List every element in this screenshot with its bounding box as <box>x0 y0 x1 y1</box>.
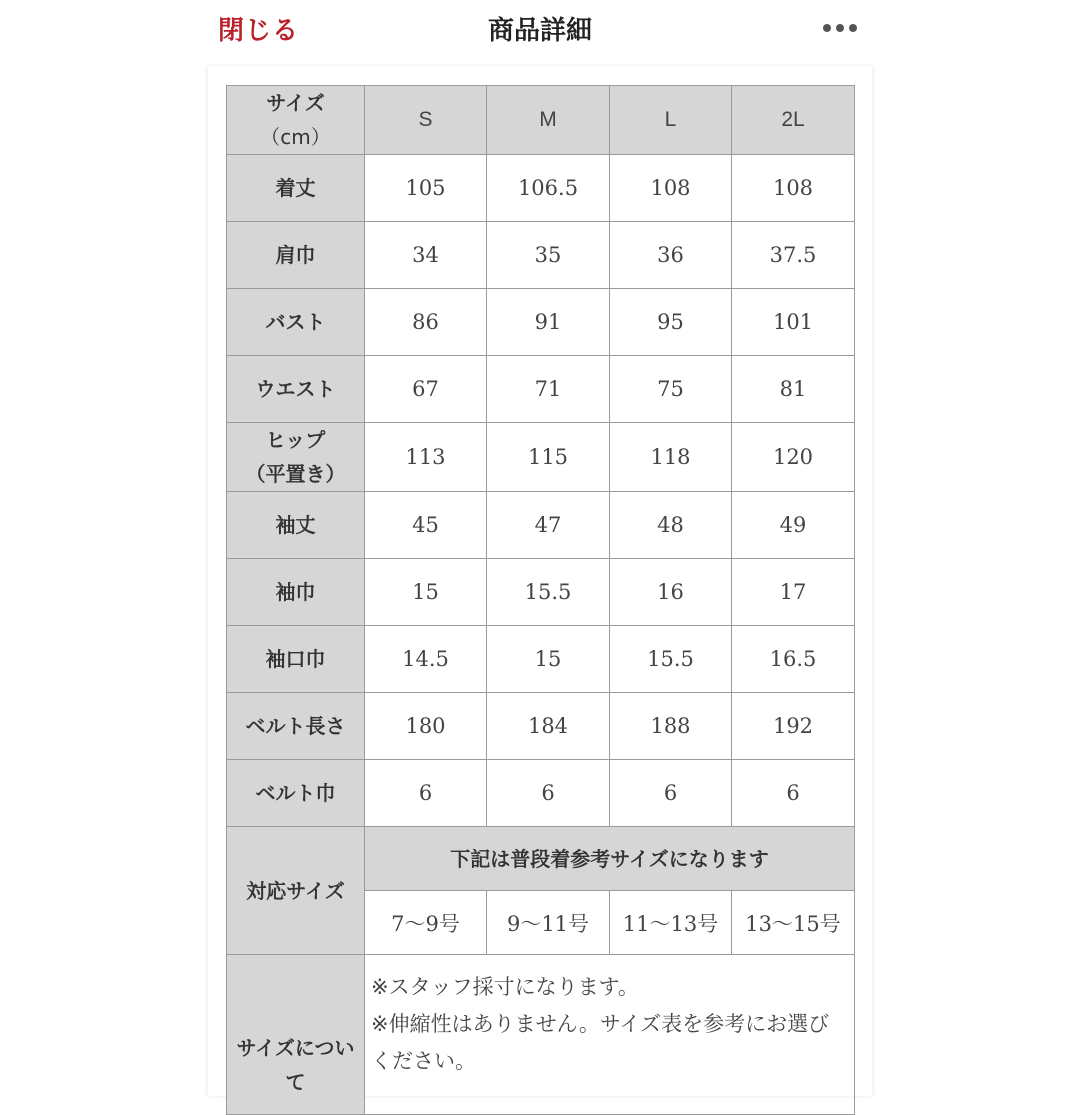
cell-value: 75 <box>610 356 732 423</box>
size-l-header: L <box>610 86 732 155</box>
cell-value: 6 <box>732 760 855 827</box>
table-row <box>227 155 855 222</box>
cell-value: 16.5 <box>732 626 855 693</box>
cell-value: 49 <box>732 492 855 559</box>
cell-value: 34 <box>365 222 487 289</box>
row-label: 袖丈 <box>227 492 365 559</box>
cell-value: 108 <box>610 155 732 222</box>
note-line: ※スタッフ採寸になります。 <box>371 975 639 999</box>
cell-value: 108 <box>732 155 855 222</box>
cell-value: 6 <box>487 760 610 827</box>
cell-value: 47 <box>487 492 610 559</box>
cell-value: 106.5 <box>487 155 610 222</box>
cell-value: 115 <box>487 423 610 492</box>
cell-value: 15.5 <box>610 626 732 693</box>
cell-value: 14.5 <box>365 626 487 693</box>
cell-value: 188 <box>610 693 732 760</box>
more-dots-icon[interactable] <box>823 20 863 36</box>
fit-size-value: 7〜9号 <box>365 891 487 955</box>
cell-value: 16 <box>610 559 732 626</box>
size-m-header: M <box>487 86 610 155</box>
fit-size-label: 対応サイズ <box>227 827 365 955</box>
size-header-row <box>227 86 855 155</box>
cell-value: 45 <box>365 492 487 559</box>
cell-value: 37.5 <box>732 222 855 289</box>
dot <box>823 24 831 32</box>
table-row <box>227 356 855 423</box>
about-size-row <box>227 955 855 1115</box>
cell-value: 120 <box>732 423 855 492</box>
page-title: 商品詳細 <box>487 16 592 46</box>
cell-value: 36 <box>610 222 732 289</box>
table-row <box>227 760 855 827</box>
row-label: ウエスト <box>227 356 365 423</box>
cell-value: 101 <box>732 289 855 356</box>
corner-label <box>227 86 365 155</box>
close-button[interactable]: 閉じる <box>218 16 300 46</box>
cell-value: 17 <box>732 559 855 626</box>
cell-value: 91 <box>487 289 610 356</box>
cell-value: 35 <box>487 222 610 289</box>
row-label: 着丈 <box>227 155 365 222</box>
fit-size-note: 下記は普段着参考サイズになります <box>365 827 855 891</box>
fit-size-value: 9〜11号 <box>487 891 610 955</box>
row-label: ベルト長さ <box>227 693 365 760</box>
cell-value: 48 <box>610 492 732 559</box>
row-label-line2: （平置き） <box>245 462 346 486</box>
about-size-note <box>365 955 855 1115</box>
dot <box>849 24 857 32</box>
size-2l-header: 2L <box>732 86 855 155</box>
cell-value: 71 <box>487 356 610 423</box>
cell-value: 15 <box>487 626 610 693</box>
fit-note-row <box>227 827 855 891</box>
cell-value: 184 <box>487 693 610 760</box>
corner-label-line1: サイズ <box>266 91 325 115</box>
about-size-label-line2: て <box>285 1070 306 1094</box>
table-row <box>227 693 855 760</box>
cell-value: 113 <box>365 423 487 492</box>
cell-value: 95 <box>610 289 732 356</box>
row-label-line1: ヒップ <box>265 428 326 452</box>
cell-value: 15 <box>365 559 487 626</box>
cell-value: 6 <box>610 760 732 827</box>
row-label <box>227 423 365 492</box>
cell-value: 81 <box>732 356 855 423</box>
top-bar <box>0 0 1080 62</box>
cell-value: 6 <box>365 760 487 827</box>
about-size-label <box>227 955 365 1115</box>
table-row <box>227 626 855 693</box>
note-line: ※伸縮性はありません。サイズ表を参考にお選び <box>371 1012 830 1036</box>
cell-value: 180 <box>365 693 487 760</box>
table-row <box>227 289 855 356</box>
row-label: バスト <box>227 289 365 356</box>
table-row <box>227 222 855 289</box>
table-row <box>227 423 855 492</box>
size-s-header: S <box>365 86 487 155</box>
cell-value: 192 <box>732 693 855 760</box>
cell-value: 15.5 <box>487 559 610 626</box>
cell-value: 118 <box>610 423 732 492</box>
table-row <box>227 492 855 559</box>
cell-value: 86 <box>365 289 487 356</box>
fit-size-value: 11〜13号 <box>610 891 732 955</box>
corner-label-line2: （cm） <box>260 125 331 149</box>
row-label: 袖口巾 <box>227 626 365 693</box>
note-line: ください。 <box>371 1049 476 1073</box>
row-label: 袖巾 <box>227 559 365 626</box>
row-label: 肩巾 <box>227 222 365 289</box>
fit-size-value: 13〜15号 <box>732 891 855 955</box>
cell-value: 67 <box>365 356 487 423</box>
size-chart-table <box>226 85 855 1115</box>
table-row <box>227 559 855 626</box>
cell-value: 105 <box>365 155 487 222</box>
row-label: ベルト巾 <box>227 760 365 827</box>
dot <box>836 24 844 32</box>
about-size-label-line1: サイズについ <box>236 1036 355 1060</box>
